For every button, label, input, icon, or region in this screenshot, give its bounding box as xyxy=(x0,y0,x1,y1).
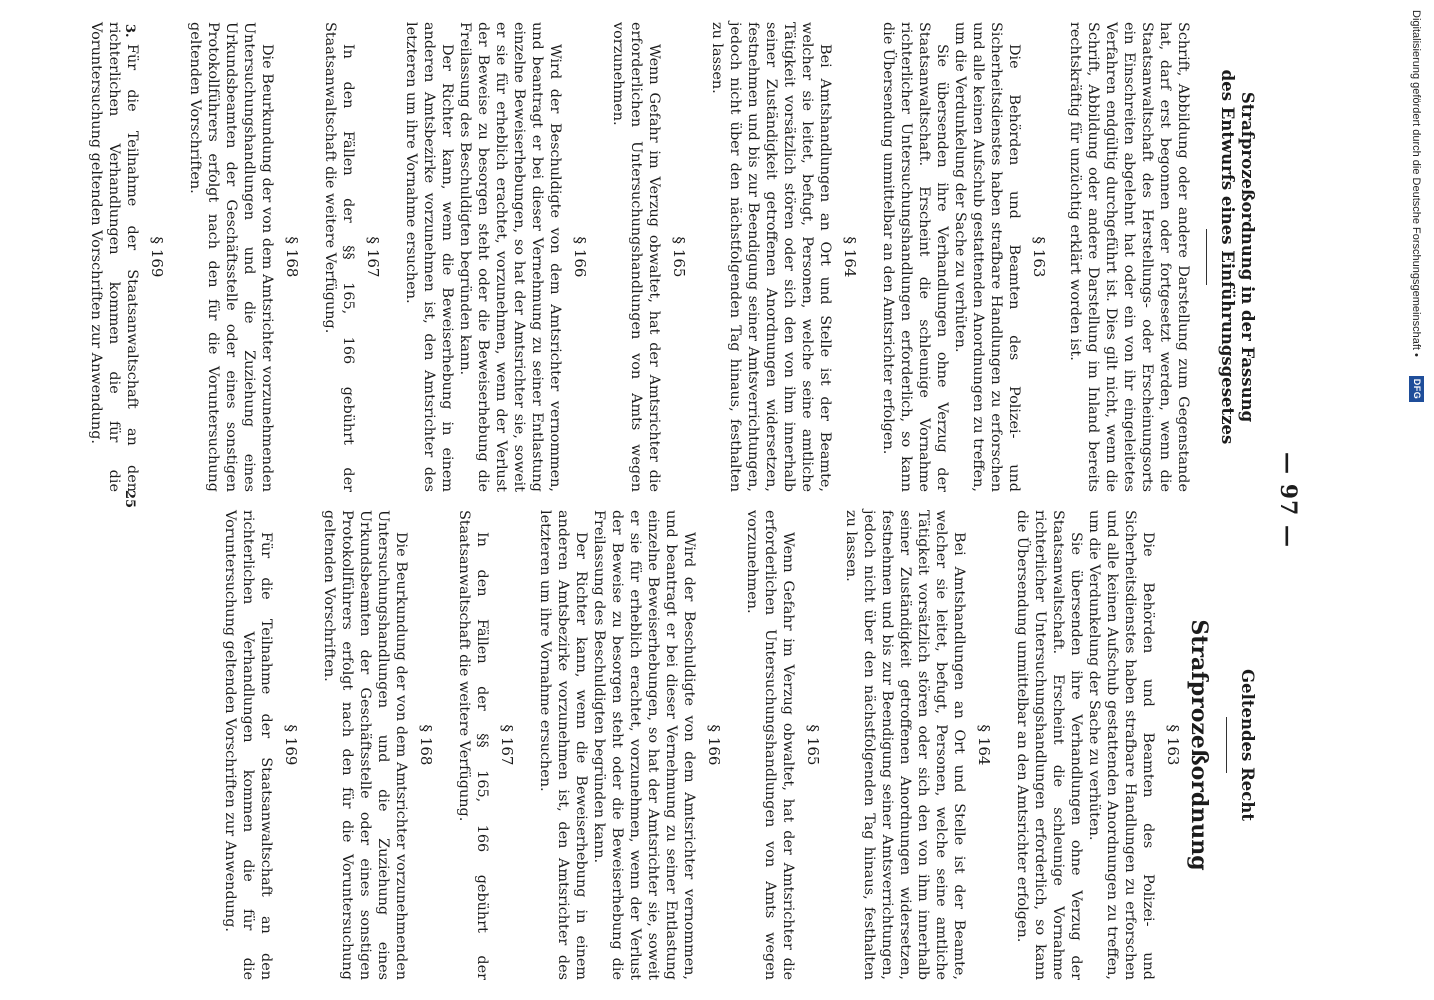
footer-page-mark: 25 xyxy=(122,490,137,509)
right-section-text: Sie übersenden ihre Verhandlungen ohne Verzug der Staatsanwaltschaft. Erscheint die schleunige Vornahme richterlicher Untersuchungshandlungen erforderlich, so kann die Übersendung unmittelbar an den Amtsrichter erfolgen. xyxy=(1014,510,1084,980)
document-page xyxy=(88,10,1337,990)
right-section-text: Die Beurkundung der von dem Amtsrichter vorzunehmenden Untersuchungshandlungen und die Zuziehung eines Urkundsbeamten der Geschäftsstelle oder eines sonstigen Protokollführers erfolgt nach den für die Voruntersuchung geltenden Vorschriften. xyxy=(321,510,409,980)
left-section-text: Die Beurkundung der von dem Amtsrichter vorzunehmenden Untersuchungshandlungen und die Zuziehung eines Urkundsbeamten der Geschäftsstelle oder eines sonstigen Protokollführers erfolgt nach den für die Voruntersuchung geltenden Vorschriften. xyxy=(187,22,275,492)
left-heading-line1: Strafprozeßordnung in der Fassung xyxy=(1238,91,1257,423)
left-section-text: Wenn Gefahr im Verzug obwaltet, hat der Amtsrichter die erforderlichen Untersuchungshandlungen von Amts wegen vorzunehmen. xyxy=(610,22,662,492)
left-heading-line2: des Entwurfs eines Einführungsgesetzes xyxy=(1218,69,1237,445)
right-section-title: § 164 xyxy=(975,724,993,766)
law-title: Strafprozeßordnung xyxy=(1186,619,1212,871)
dfg-footer xyxy=(1407,10,1425,990)
left-section-title: § 166 xyxy=(571,236,589,278)
left-section-text: Der Richter kann, wenn die Beweiserhebung in einem anderen Amtsbezirke vorzunehmen ist, den Amtsrichter des letzteren um ihre Vornahme ersuchen. xyxy=(403,22,455,492)
left-section-title: § 169 xyxy=(148,236,166,278)
right-section-title: § 167 xyxy=(498,724,516,766)
left-section-title: § 167 xyxy=(364,236,382,278)
right-section-text: In den Fällen der §§ 165, 166 gebührt der Staatsanwaltschaft die weitere Verfügung. xyxy=(456,510,490,980)
left-section-title: § 164 xyxy=(841,236,859,278)
left-section-text: Sie übersenden ihre Verhandlungen ohne Verzug der Staatsanwaltschaft. Erscheint die schleunige Vornahme richterlicher Untersuchungshandlungen erforderlich, so kann die Übersendung unmittelbar an den Amtsrichter erfolgen. xyxy=(880,22,950,492)
left-section-text: Bei Amtshandlungen an Ort und Stelle ist der Beamte, welcher sie leitet, befugt, Personen, welche seine amtliche Tätigkeit vorsätzlich stören oder sich den von ihm innerhalb seiner Zuständigkeit getroffenen Anordnungen widersetzen, festnehmen und bis zur Beendigung seiner Amtsverrichtungen, jedoch nicht über den nächstfolgenden Tag hinaus, festhalten zu lassen. xyxy=(709,22,833,492)
left-section-title: § 168 xyxy=(283,236,301,278)
left-section-title: § 163 xyxy=(1030,236,1048,278)
heading-rule xyxy=(1226,717,1227,773)
right-section-text: Wenn Gefahr im Verzug obwaltet, hat der Amtsrichter die erforderlichen Untersuchungshandlungen von Amts wegen vorzunehmen. xyxy=(744,510,796,980)
right-section-text: Der Richter kann, wenn die Beweiserhebung in einem anderen Amtsbezirke vorzunehmen ist, den Amtsrichter des letzteren um ihre Vornahme ersuchen. xyxy=(537,510,589,980)
right-section-text: Für die Teilnahme der Staatsanwaltschaft an den richterlichen Verhandlungen kommen die für die Voruntersuchung geltenden Vorschriften zur Anwendung. xyxy=(222,510,274,980)
right-heading: Geltendes Recht xyxy=(1238,669,1257,821)
signature-mark: 3. xyxy=(122,24,137,38)
right-section-title: § 165 xyxy=(804,724,822,766)
right-section-text: Wird der Beschuldigte von dem Amtsrichter vernommen, und beantragt er bei dieser Vernehmung zu seiner Entlastung einzelne Beweiserhebungen, so hat der Amtsrichter sie, soweit er sie für erheblich erachtet, vorzunehmen, wenn der Verlust der Beweise zu besorgen steht oder die Beweiserhebung die Freilassung des Beschuldigten begründen kann. xyxy=(591,510,697,980)
right-section-title: § 166 xyxy=(705,724,723,766)
dfg-footer-text: Digitalisierung gefördert durch die Deutsche Forschungsgemeinschaft • xyxy=(1410,10,1422,357)
right-section-title: § 163 xyxy=(1164,724,1182,766)
right-column xyxy=(147,510,1257,980)
dfg-logo: DFG xyxy=(1409,376,1424,402)
right-section-text: Die Behörden und Beamten des Polizei- und Sicherheitsdienstes haben strafbare Handlungen zu erforschen und alle keinen Aufschub gestattenden Anordnungen zu treffen, um die Verdunkelung der Sache zu verhüten. xyxy=(1086,510,1156,980)
left-intro-paragraph: Schrift, Abbildung oder andere Darstellung zum Gegenstande hat, darf erst begonnen oder fortgesetzt werden, wenn die Staatsanwaltschaft des Herstellungs- oder Erscheinungsorts ein Einschreiten abgelehnt hat oder ein von ihr eingeleitetes Verfahren endgültig durchgeführt ist. Dies gilt nicht, wenn die Schrift, Abbildung oder andere Darstellung im Inland bereits rechtskräftig für unzüchtig erklärt worden ist. xyxy=(1067,22,1191,492)
left-section-title: § 165 xyxy=(670,236,688,278)
left-section-text: Wird der Beschuldigte von dem Amtsrichter vernommen, und beantragt er bei dieser Vernehmung zu seiner Entlastung einzelne Beweiserhebungen, so hat der Amtsrichter sie, soweit er sie für erheblich erachtet, vorzunehmen, wenn der Verlust der Beweise zu besorgen steht oder die Beweiserhebung die Freilassung des Beschuldigten begründen kann. xyxy=(457,22,563,492)
left-section-text: Für die Teilnahme der Staatsanwaltschaft an den richterlichen Verhandlungen kommen die für die Voruntersuchung geltenden Vorschriften zur Anwendung. xyxy=(88,22,140,492)
right-section-text: Bei Amtshandlungen an Ort und Stelle ist der Beamte, welcher sie leitet, befugt, Personen, welche seine amtliche Tätigkeit vorsätzlich stören oder sich den von ihm innerhalb seiner Zuständigkeit getroffenen Anordnungen widersetzen, festnehmen und bis zur Beendigung seiner Amtsverrichtungen, jedoch nicht über den nächstfolgenden Tag hinaus, festhalten zu lassen. xyxy=(843,510,967,980)
page-number: — 97 — xyxy=(1275,452,1301,548)
right-section-title: § 169 xyxy=(282,724,300,766)
right-section-title: § 168 xyxy=(417,724,435,766)
heading-rule xyxy=(1206,229,1207,285)
left-section-text: In den Fällen der §§ 165, 166 gebührt der Staatsanwaltschaft die weitere Verfügung. xyxy=(322,22,356,492)
left-column xyxy=(88,22,1257,492)
left-section-text: Die Behörden und Beamten des Polizei- und Sicherheitsdienstes haben strafbare Handlungen zu erforschen und alle keinen Aufschub gestattenden Anordnungen zu treffen, um die Verdunkelung der Sache zu verhüten. xyxy=(952,22,1022,492)
